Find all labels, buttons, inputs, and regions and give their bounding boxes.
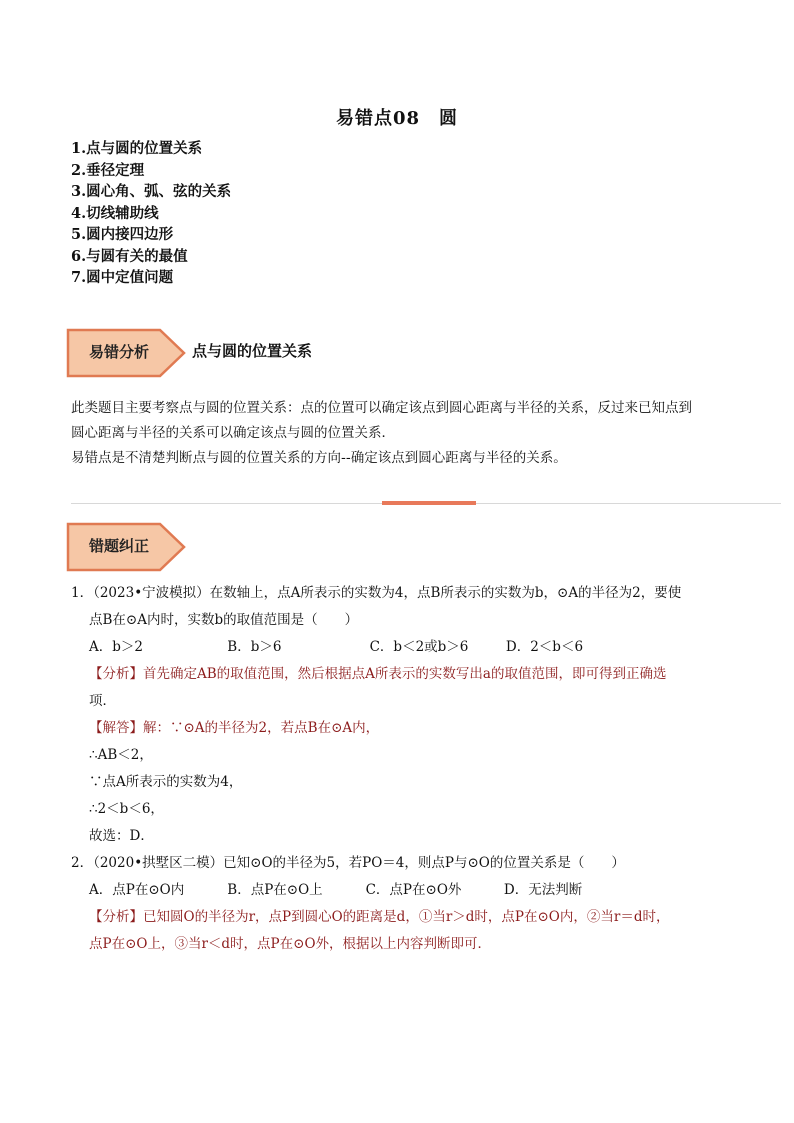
q1-solution: 【解答】解：∵⊙A的半径为2，若点B在⊙A内， <box>89 720 380 736</box>
toc-item: 2.垂径定理 <box>71 161 145 179</box>
intro-paragraph <box>71 396 731 471</box>
intro-line: 易错点是不清楚判断点与圆的位置关系的方向--确定该点到圆心距离与半径的关系。 <box>71 450 567 466</box>
banner-label: 错题纠正 <box>88 537 149 555</box>
toc-item: 7.圆中定值问题 <box>71 269 174 286</box>
q1-stem-line: 点B在⊙A内时，实数b的取值范围是（ ） <box>89 612 359 628</box>
q2-option: C．点P在⊙O外 <box>365 882 462 898</box>
q2-option: A．点P在⊙O内 <box>89 882 185 898</box>
table-of-contents <box>71 138 231 289</box>
q1-solution-line: ∴2＜b＜6， <box>89 801 164 817</box>
q1-analysis: 项． <box>89 693 116 709</box>
toc-item: 4.切线辅助线 <box>71 204 159 222</box>
q1-solution-line <box>71 715 731 742</box>
q2-analysis: 【分析】已知圆O的半径为r，点P到圆心O的距离是d，①当r＞d时，点P在⊙O内，②当r＝d时， <box>89 909 670 925</box>
q1-solution-line: ∴AB＜2， <box>89 747 153 763</box>
q1-analysis: 【分析】首先确定AB的取值范围，然后根据点A所表示的实数写出a的取值范围，即可得到正确选 <box>89 666 667 682</box>
problems-section <box>71 580 731 958</box>
intro-line: 圆心距离与半径的关系可以确定该点与圆的位置关系． <box>71 425 395 441</box>
q2-stem-line: 2．（2020•拱墅区二模）已知⊙O的半径为5，若PO＝4，则点P与⊙O的位置关系是（ ） <box>71 855 625 871</box>
q1-stem-line: 1．（2023•宁波模拟）在数轴上，点A所表示的实数为4，点B所表示的实数为b，⊙A的半径为2，要使 <box>71 585 682 601</box>
q2-option: D．无法判断 <box>503 882 583 898</box>
q1-option: B．b＞6 <box>227 639 282 655</box>
q1-option: C．b＜2或b＞6 <box>369 639 469 655</box>
toc-item: 5.圆内接四边形 <box>71 226 174 243</box>
q1-options <box>71 634 731 661</box>
toc-item: 1.点与圆的位置关系 <box>71 140 203 157</box>
page-title: 易错点08 圆 <box>335 108 459 129</box>
q1-solution-line: 故选：D． <box>89 828 154 844</box>
toc-item: 6.与圆有关的最值 <box>71 247 188 265</box>
q2-analysis: 点P在⊙O上，③当r＜d时，点P在⊙O外，根据以上内容判断即可． <box>89 936 492 952</box>
q1-option: A．b＞2 <box>89 639 143 655</box>
banner-error-analysis <box>66 328 186 376</box>
q1-solution-line: ∵点A所表示的实数为4， <box>89 774 243 790</box>
q1-option: D．2＜b＜6 <box>505 639 584 655</box>
toc-item: 3.圆心角、弧、弦的关系 <box>71 183 232 200</box>
intro-line: 此类题目主要考察点与圆的位置关系：点的位置可以确定该点到圆心距离与半径的关系，反过来已知点到 <box>71 400 692 416</box>
q2-options <box>71 877 731 904</box>
banner-error-correction <box>66 522 186 570</box>
divider-accent <box>382 501 476 505</box>
banner-label: 易错分析 <box>88 343 149 361</box>
q2-option: B．点P在⊙O上 <box>227 882 323 898</box>
section-heading: 点与圆的位置关系 <box>192 342 313 360</box>
